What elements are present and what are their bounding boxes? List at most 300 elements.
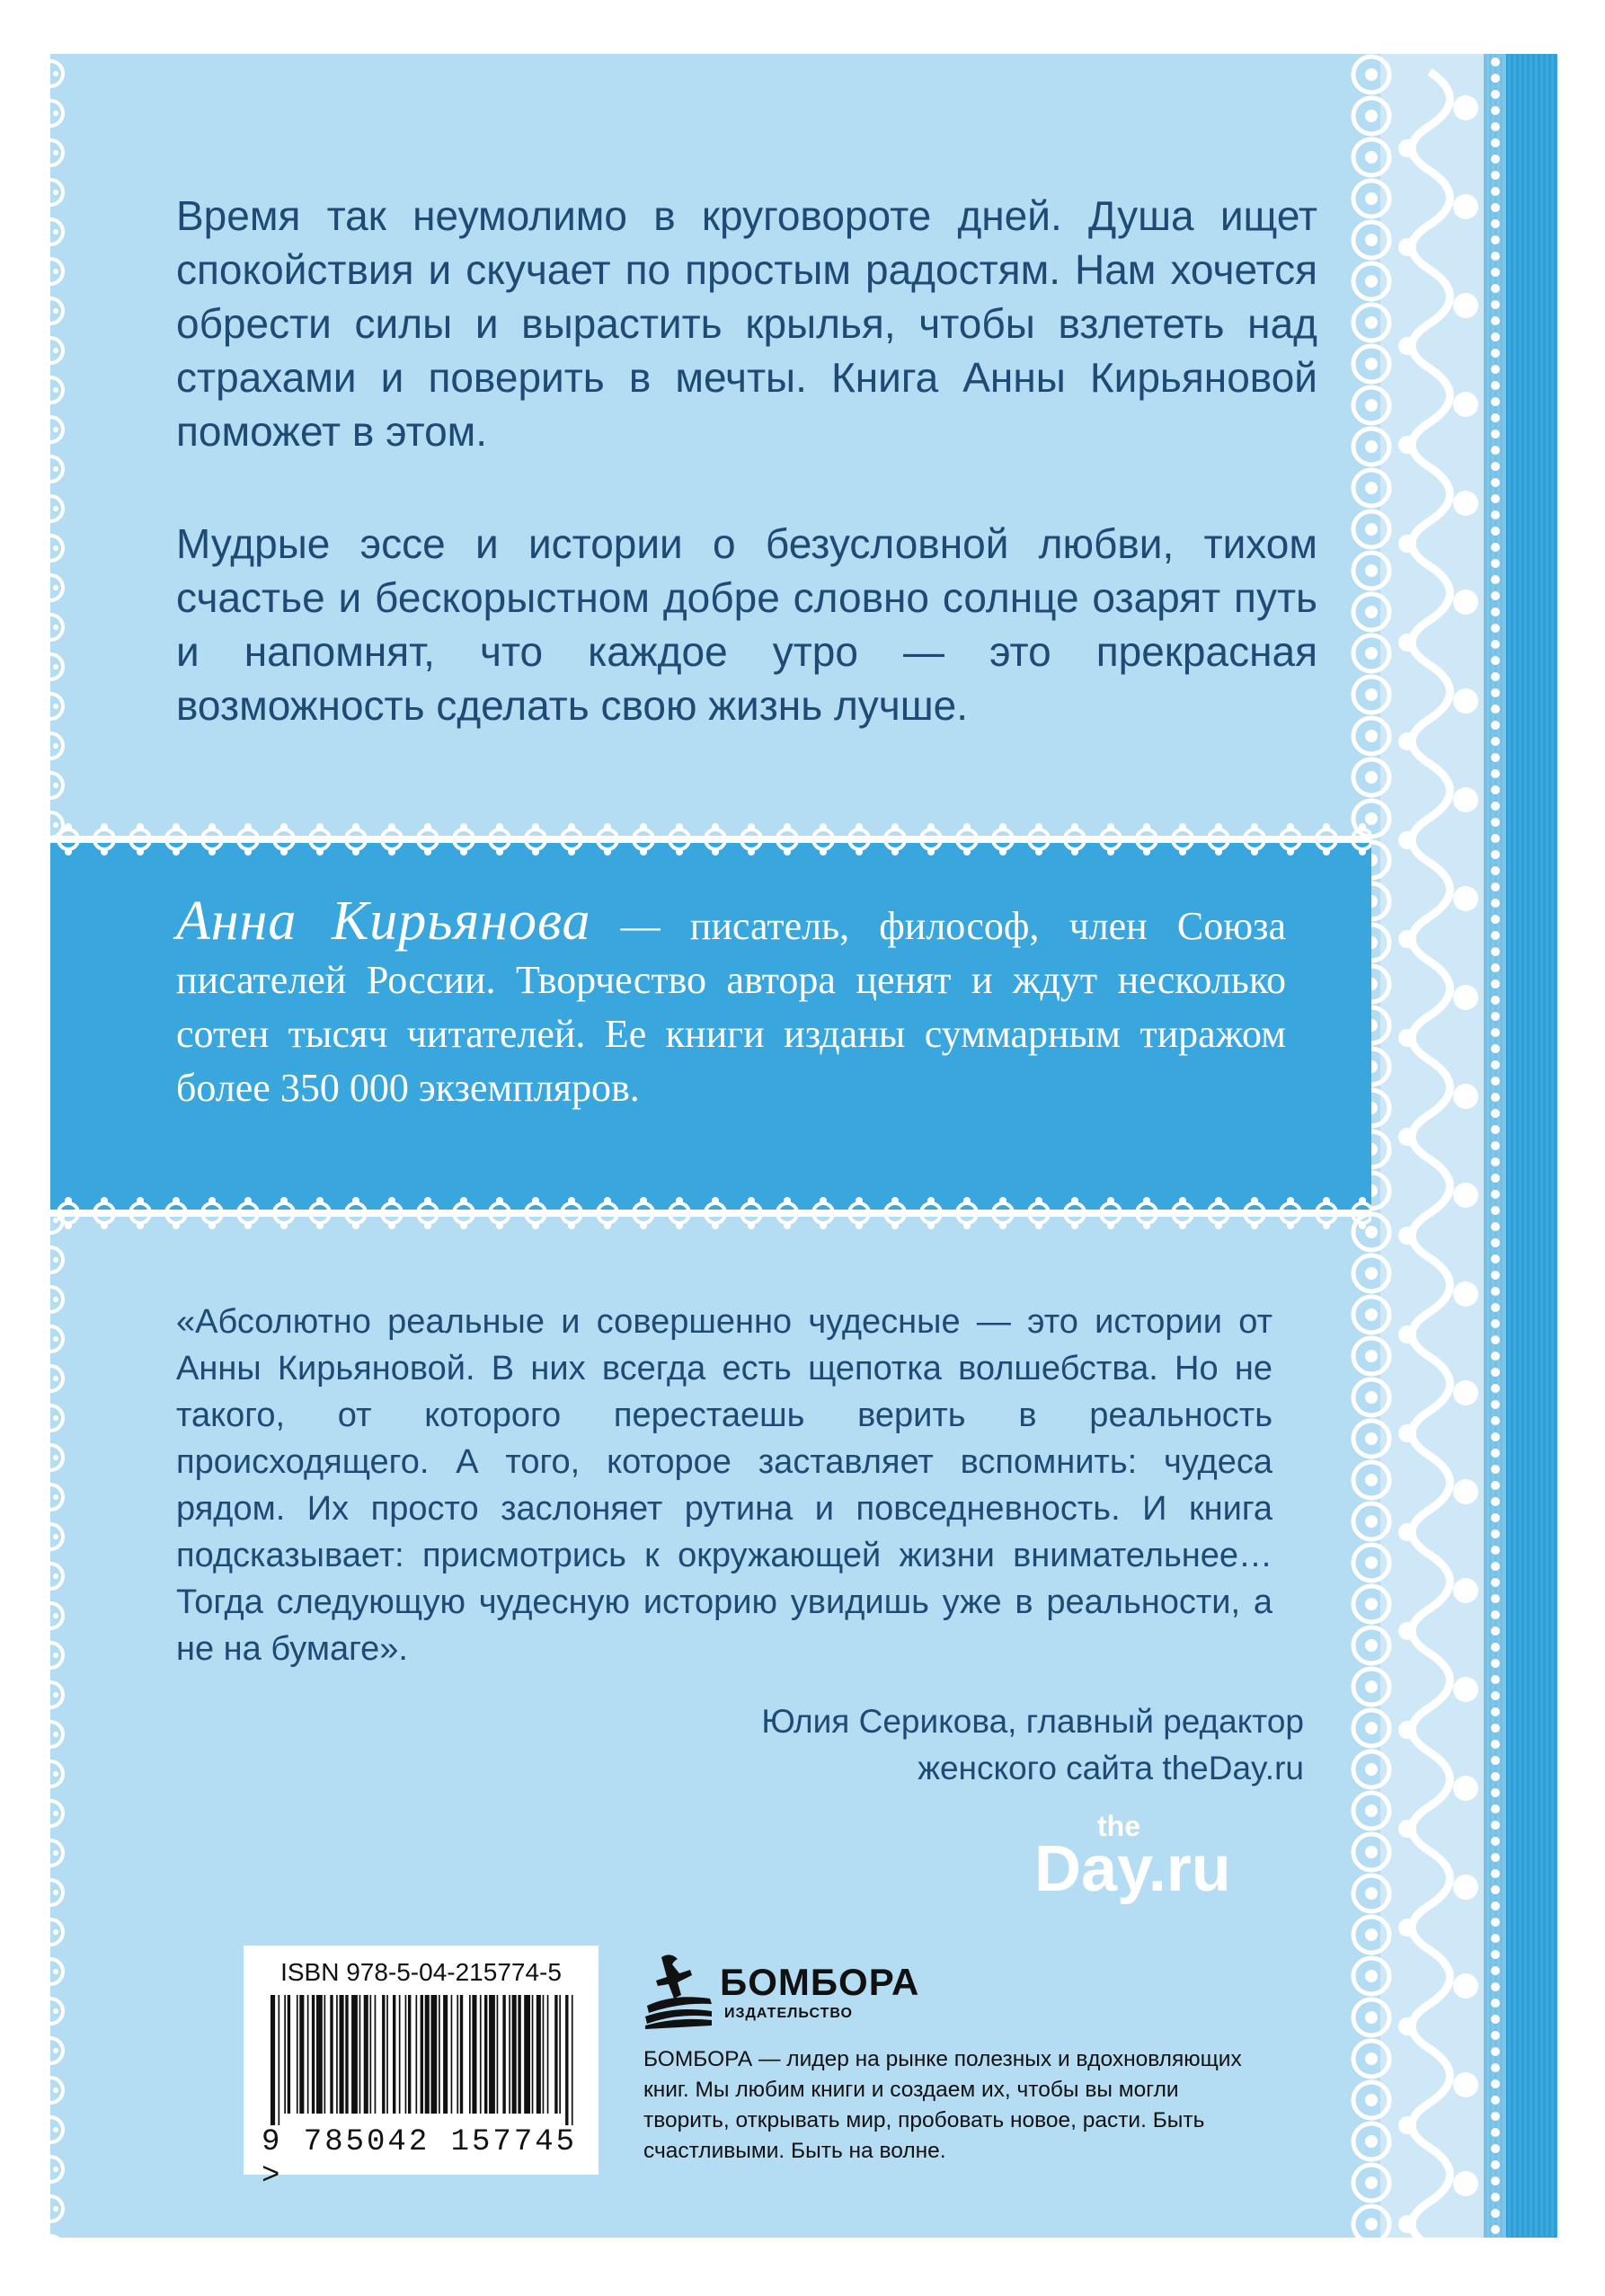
lace-edge-dot [1491,2047,1500,2056]
band-lace-dot [1215,1197,1222,1204]
lace-dot [1365,606,1378,618]
edge-dot [53,2088,58,2093]
edge-dot [53,348,58,353]
lace-edge-dot [1491,899,1500,908]
barcode-bar [351,1995,358,2114]
band-lace-dot [856,1222,863,1229]
lace-edge-dot [1491,1772,1500,1781]
band-lace-dot [388,823,395,830]
edge-dot [53,625,58,630]
lace-edge-dot [1491,963,1500,972]
lace-edge-dot [1491,2144,1500,2153]
lace-edge-dot [1491,785,1500,794]
lace-edge-dot [1491,446,1500,455]
band-lace-dot [1287,1197,1294,1204]
barcode-bar [536,1995,541,2114]
barcode-bar [345,1995,348,2114]
band-lace-dot [137,823,144,830]
band-lace-dot [1215,823,1222,830]
band-lace-dot [1251,823,1258,830]
lace-flower [1398,831,1416,849]
band-lace-dot [173,1222,180,1229]
band-lace-dot [137,848,144,855]
band-lace-dot [1143,1197,1150,1204]
lace-edge-dot [1491,1416,1500,1425]
band-lace-dot [604,823,611,830]
band-lace-dot [173,823,180,830]
lace-edge-dot [1491,430,1500,439]
lace-flower [1453,392,1478,417]
lace-dot [1365,2218,1378,2230]
lace-flower [1398,436,1416,454]
lace-flower [1453,688,1478,714]
lace-edge-dot [1491,1368,1500,1377]
lace-edge-dot [1491,1529,1500,1538]
lace-dot [1365,1308,1378,1321]
band-lace-dot [1215,1222,1222,1229]
band-lace-dot [1143,848,1150,855]
bombora-name: БОМБОРА [720,1961,920,2003]
edge-dot [53,1534,58,1539]
lace-edge-dot [1491,1627,1500,1636]
band-lace-dot [1035,823,1042,830]
lace-flower [1398,1820,1416,1838]
lace-edge-dot [1491,527,1500,536]
band-lace-dot [820,848,827,855]
lace-edge-dot [1491,1109,1500,1118]
description-paragraph-1: Время так неумолимо в круговороте дней. Душа ищет спокойствия и скучает по простым радостям. Нам хочется обрести силы и вырастить крылья, чтобы взлететь над страхами и поверить в мечты. Книга Анны Кирьяновой поможет в этом. [176,192,1317,455]
lace-flower [1398,139,1416,157]
lace-edge-dot [1491,1254,1500,1263]
lace-flower [1453,1183,1478,1208]
barcode-bar [330,1995,333,2114]
lace-edge-dot [1491,2112,1500,2121]
band-lace-dot [568,848,575,855]
lace-flower [1398,2215,1416,2233]
lace-edge-dot [1491,1707,1500,1716]
lace-dot [1365,730,1378,742]
band-lace-dot [1359,1197,1366,1204]
lace-edge-dot [1491,688,1500,697]
surfer-icon [643,1950,715,2031]
lace-edge-dot [1491,155,1500,164]
band-lace-dot [1071,1197,1078,1204]
band-lace-dot [604,1222,611,1229]
barcode-bar [297,1995,298,2114]
lace-edge-dot [1491,1352,1500,1361]
lace-edge-dot [1491,996,1500,1005]
lace-edge-dot [1491,1222,1500,1231]
edge-dot [53,1890,58,1895]
barcode-bar [484,1995,487,2114]
band-lace-dot [280,1197,288,1204]
isbn-label: ISBN 978-5-04-215774-5 [280,1958,562,1986]
lace-edge-dot [1491,1303,1500,1312]
lace-edge-dot [1491,1271,1500,1280]
lace-edge-dot [1491,58,1500,66]
barcode-bar [451,1995,453,2114]
lace-dot [1365,399,1378,412]
lace-edge-dot [1491,1206,1500,1215]
edge-dot [53,1850,58,1856]
band-lace-dot [460,1197,467,1204]
lace-dot [1365,1350,1378,1362]
lace-edge-dot [1491,90,1500,99]
lace-dot [1365,275,1378,288]
lace-edge-dot [1491,1077,1500,1086]
band-lace-dot [1107,1222,1114,1229]
lace-edge-dot [1491,1012,1500,1021]
band-lace-dot [676,1222,683,1229]
barcode-bar [524,1995,530,2114]
barcode-bar [439,1995,440,2114]
lace-flower [1453,1578,1478,1603]
lace-edge-dot [1491,1724,1500,1733]
lace-edge-dot [1491,381,1500,390]
lace-flower [1453,787,1478,812]
edge-dot [53,150,58,155]
lace-flower [1398,1424,1416,1442]
barcode-box [244,1946,599,2194]
lace-edge-dot [1491,1060,1500,1069]
lace-edge-dot [1491,850,1500,859]
edge-dot [53,585,58,590]
band-lace-bottom [50,1197,1371,1229]
lace-edge-dot [1491,365,1500,374]
band-lace-dot [316,1197,324,1204]
barcode-bar [359,1995,361,2114]
band-lace-dot [352,848,359,855]
lace-flower [1398,1622,1416,1640]
lace-dot [1365,2052,1378,2065]
lace-flower [1453,293,1478,318]
barcode-digits: 9 785042 157745 > [262,2125,578,2194]
theday-logo [1034,1811,1304,1919]
lace-edge-dot [1491,1465,1500,1474]
band-lace-dot [1287,848,1294,855]
band-lace-dot [1179,1222,1186,1229]
lace-edge-dot [1491,559,1500,568]
lace-edge-dot [1491,1481,1500,1490]
barcode-bar [559,1995,561,2114]
band-lace-dot [676,848,683,855]
edge-dot [53,783,58,788]
band-lace-dot [1179,823,1186,830]
barcode-bar [489,1995,495,2114]
lace-dot [1365,110,1378,122]
band-lace-dot [856,823,863,830]
band-lace-dot [999,823,1006,830]
lace-flower [1453,1973,1478,1999]
lace-edge-dot [1491,1691,1500,1700]
book-back-cover [50,54,1557,2238]
band-lace-dot [999,1222,1006,1229]
band-lace-top [50,823,1371,855]
barcode-bar [279,1995,280,2125]
lace-edge-dot [1491,1675,1500,1684]
band-lace-dot [568,1197,575,1204]
band-lace-dot [999,848,1006,855]
band-lace-dot [208,848,216,855]
band-lace-dot [640,823,647,830]
edge-dot [53,190,58,195]
lace-edge-dot [1491,866,1500,875]
edge-dot [53,111,58,116]
edge-dot [53,506,58,511]
lace-edge-dot [1491,1659,1500,1668]
barcode-bar [399,1995,401,2114]
lace-edge-dot [1491,2193,1500,2202]
barcode-bar [518,1995,520,2114]
band-lace-dot [640,848,647,855]
lace-dot [1365,68,1378,81]
lace-dot [1365,2135,1378,2148]
lace-dot [1365,358,1378,370]
lace-dot [1365,192,1378,205]
band-lace-dot [1035,1197,1042,1204]
band-lace-dot [101,823,108,830]
band-lace-dot [496,823,503,830]
lace-flower [1453,1479,1478,1504]
lace-flower [1398,337,1416,355]
band-lace-dot [712,848,719,855]
lace-flower [1398,1721,1416,1739]
band-lace-dot [460,848,467,855]
author-name: Анна Кирьянова [176,891,591,952]
band-lace-dot [1359,823,1366,830]
lace-dot [1365,482,1378,494]
barcode-bar [416,1995,418,2114]
lace-edge-dot [1491,705,1500,714]
lace-edge-dot [1491,1384,1500,1393]
edge-dot [53,1574,58,1579]
lace-edge-dot [1491,1982,1500,1991]
lace-edge-dot [1491,1238,1500,1247]
edge-dot [53,427,58,432]
bombora-subtitle: ИЗДАТЕЛЬСТВО [724,2006,853,2021]
lace-edge-dot [1491,1853,1500,1862]
edge-dot [53,387,58,393]
lace-flower [1453,1281,1478,1307]
lace-edge-dot [1491,1335,1500,1344]
lace-dot [1365,688,1378,701]
lace-edge-dot [1491,802,1500,811]
band-lace-dot [316,823,324,830]
band-lace-dot [604,848,611,855]
band-lace-dot [712,823,719,830]
lace-edge-dot [1491,2176,1500,2185]
band-lace-dot [891,823,899,830]
band-lace-dot [1071,1222,1078,1229]
lace-edge-dot [1491,1190,1500,1199]
band-lace-dot [820,1222,827,1229]
lace-dot [1365,1432,1378,1445]
lace-dot [1365,1391,1378,1404]
band-lace-dot [712,1222,719,1229]
lace-dot [1365,316,1378,329]
lace-edge-dot [1491,2096,1500,2105]
lace-edge-dot [1491,510,1500,519]
barcode-bar [509,1995,510,2114]
barcode-bar [532,1995,534,2114]
band-lace-dot [532,823,539,830]
barcode-bar [340,1995,344,2114]
barcode-bar [393,1995,395,2114]
lace-edge-dot [1491,1999,1500,2008]
edge-dot [53,1376,58,1381]
barcode-bar [543,1995,545,2114]
band-lace-dot [496,1222,503,1229]
lace-edge-dot [1491,640,1500,649]
lace-dot [1365,1970,1378,1982]
lace-edge-dot [1491,1966,1500,1975]
band-lace-dot [496,848,503,855]
barcode-bar [288,1995,290,2114]
barcode-bar [572,1995,573,2125]
lace-edge-dot [1491,349,1500,358]
lace-edge-dot [1491,1756,1500,1765]
lace-dot [1365,2094,1378,2106]
barcode-bar [547,1995,549,2114]
band-lace-dot [1071,848,1078,855]
band-lace-dot [1107,1197,1114,1204]
lace-edge-dot [1491,1918,1500,1927]
band-lace-dot [1251,848,1258,855]
lace-flower [1453,2072,1478,2097]
lace-edge-dot [1491,171,1500,180]
band-lace-dot [1107,848,1114,855]
band-lace-dot [244,823,252,830]
lace-flower [1453,886,1478,911]
band-lace-dot [424,1197,431,1204]
lace-edge-dot [1491,1562,1500,1571]
barcode-bar [460,1995,463,2114]
lace-flower [1398,535,1416,553]
band-lace-dot [1179,1197,1186,1204]
edge-dot [53,664,58,669]
lace-dot [1365,1639,1378,1652]
lace-edge-dot [1491,187,1500,196]
lace-flower [1398,930,1416,948]
band-lace-dot [280,848,288,855]
edge-dot [53,1415,58,1421]
band-lace-dot [748,823,755,830]
lace-flower [1398,1029,1416,1047]
band-lace-dot [316,848,324,855]
band-lace-dot [748,1197,755,1204]
lace-edge-dot [1491,1788,1500,1797]
lace-edge-dot [1491,1740,1500,1749]
barcode-bar [565,1995,568,2125]
band-lace-dot [388,848,395,855]
edge-dot [53,1257,58,1263]
reviewer-role-2: женского сайта theDay.ru [918,1750,1304,1786]
band-lace-dot [101,1222,108,1229]
lace-dot [1365,647,1378,660]
lace-flower [1453,1380,1478,1405]
barcode-bar [375,1995,377,2114]
lace-edge-dot [1491,1497,1500,1506]
band-lace-dot [963,848,971,855]
edge-dot [53,1455,58,1460]
lace-edge-dot [1491,1432,1500,1441]
band-lace-dot [1143,823,1150,830]
edge-dot [53,71,58,76]
lace-edge-dot [1491,219,1500,228]
lace-edge-dot [1491,1513,1500,1522]
barcode-bar [382,1995,385,2114]
lace-edge-dot [1491,2063,1500,2072]
lace-edge-dot [1491,478,1500,487]
lace-edge-dot [1491,494,1500,503]
lace-edge-dot [1491,947,1500,956]
lace-edge-dot [1491,1400,1500,1409]
lace-edge-dot [1491,1643,1500,1652]
edge-dot [53,2048,58,2053]
edge-dot [53,743,58,749]
band-lace-dot [1215,848,1222,855]
band-lace-dot [1143,1222,1150,1229]
lace-edge-dot [1491,106,1500,115]
theday-logo-main: Day.ru [1034,1833,1231,1905]
lace-dot [1365,1722,1378,1734]
lace-edge-dot [1491,1902,1500,1910]
band-lace-dot [820,1197,827,1204]
lace-edge-dot [1491,543,1500,552]
barcode-bar [312,1995,315,2114]
lace-edge-dot [1491,1174,1500,1183]
band-lace-dot [532,1222,539,1229]
band-lace-dot [748,848,755,855]
edge-dot [53,545,58,551]
lace-flower [1398,1227,1416,1245]
lace-edge-dot [1491,1934,1500,1943]
band-lace-dot [1323,1197,1330,1204]
lace-dot [1365,564,1378,577]
lace-edge-dot [1491,931,1500,940]
lace-dot [1365,1556,1378,1569]
band-lace-dot [927,848,935,855]
lace-flower [1398,732,1416,750]
lace-edge-dot [1491,138,1500,147]
edge-dot [53,1692,58,1698]
band-lace-dot [963,1222,971,1229]
reviewer-name: Юлия Серикова [761,1703,1008,1740]
band-lace-dot [244,1197,252,1204]
barcode-icon [270,1995,576,2125]
lace-edge-dot [1491,2015,1500,2024]
band-lace-dot [856,848,863,855]
barcode-bar [497,1995,499,2114]
barcode-bar [502,1995,505,2114]
lace-edge-dot [1491,607,1500,616]
lace-dot [1365,1928,1378,1941]
band-lace-dot [963,823,971,830]
band-lace-dot [352,1197,359,1204]
barcode-bar [316,1995,323,2114]
lace-flower [1398,1325,1416,1343]
lace-edge-dot [1491,284,1500,293]
lace-edge-dot [1491,737,1500,746]
barcode-bar [480,1995,482,2114]
barcode-bar [408,1995,411,2114]
band-lace-dot [460,1222,467,1229]
lace-flower [1398,1128,1416,1146]
lace-dot [1365,2011,1378,2024]
barcode-bar [270,1995,275,2125]
lace-edge-dot [1491,882,1500,891]
band-lace-dot [137,1222,144,1229]
